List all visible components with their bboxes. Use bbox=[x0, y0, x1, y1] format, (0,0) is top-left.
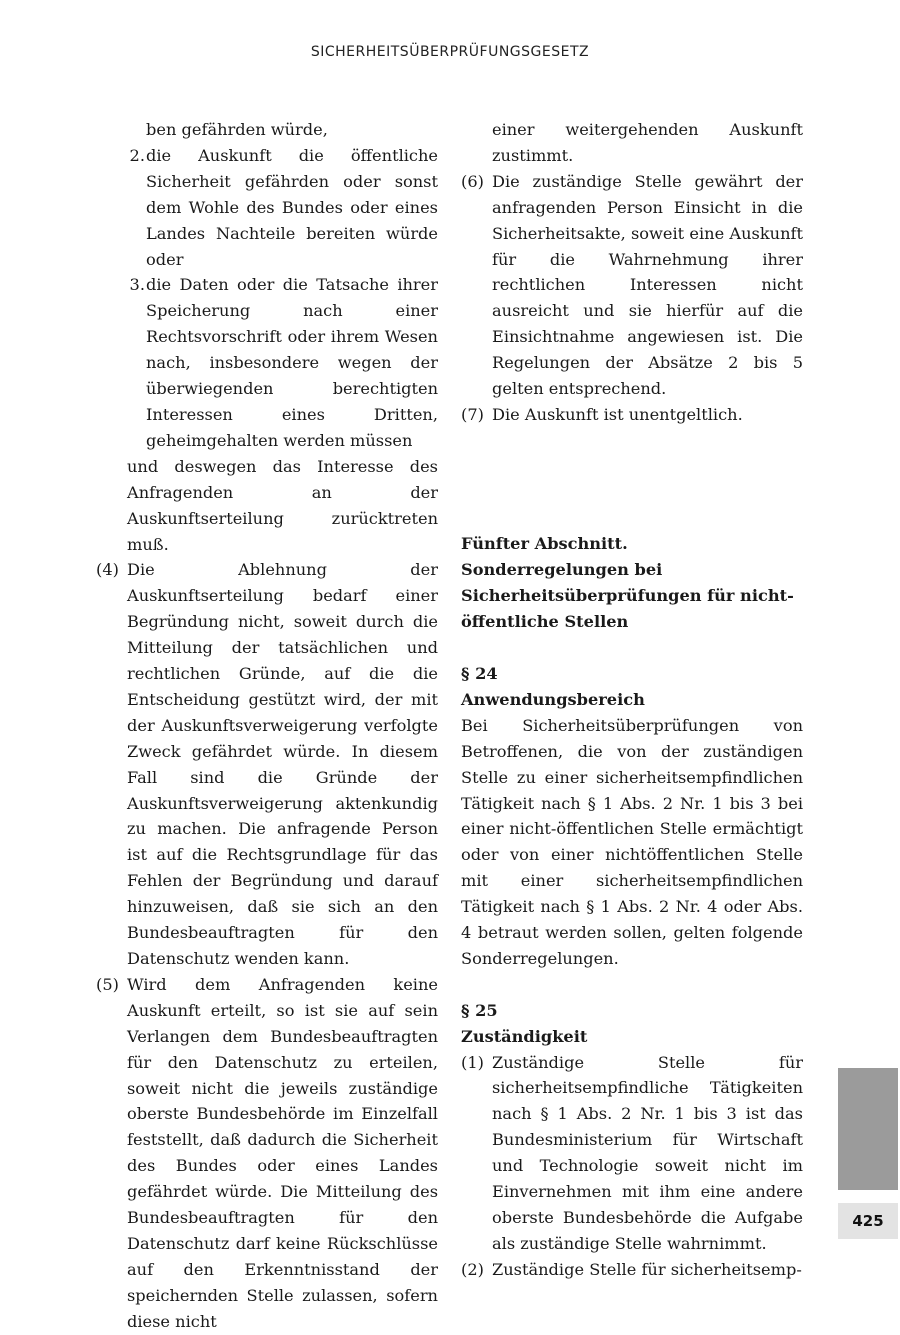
paragraph-4 bbox=[96, 557, 438, 972]
paragraph-7 bbox=[461, 402, 803, 428]
paragraph-text: Zuständige Stelle für sicherheitsemp- bbox=[492, 1259, 802, 1279]
section-25-paragraph-2 bbox=[461, 1257, 803, 1283]
paragraph-5-continuation: einer weitergehenden Auskunft zustimmt. bbox=[492, 120, 803, 165]
list-item bbox=[96, 143, 438, 273]
section-24-text: Bei Sicherheitsüberprüfungen von Betroffenen, die von der zuständigen Stelle zu einer sicherheitsempfindlichen Tätigkeit nach § 1 Abs. 2 Nr. 1 bis 3 bei einer nicht-öffentlichen Stelle ermächtigt oder von einer nichtöffentlichen Stelle mit einer sicherheitsempfindlichen Tätigkeit nach § 1 Abs. 2 Nr. 4 oder Abs. 4 betraut werden sollen, gelten folgende Sonderregelungen. bbox=[461, 715, 803, 968]
paragraph-text: Zuständige Stelle für sicherheitsempfindliche Tätigkeiten nach § 1 Abs. 2 Nr. 1 bis 3 ist das Bundesministerium für Wirtschaft und Technologie soweit nicht im Einvernehmen mit ihm eine andere oberste Bundesbehörde die Aufgabe als zuständige Stelle wahrnimmt. bbox=[492, 1052, 803, 1253]
list-item-1-continuation: ben gefährden würde, bbox=[146, 120, 328, 139]
list-item bbox=[96, 272, 438, 453]
section-subheading: Sonderregelungen bei Sicherheitsüberprüfungen für nicht-öffentliche Stellen bbox=[461, 560, 794, 632]
right-column bbox=[461, 117, 803, 1283]
paragraph-number: (7) bbox=[461, 404, 484, 424]
page-number: 425 bbox=[838, 1203, 898, 1239]
paragraph-number: (1) bbox=[461, 1052, 484, 1072]
paragraph-text: Wird dem Anfragenden keine Auskunft erteilt, so ist sie auf sein Verlangen dem Bundesbeauftragten für den Datenschutz zu erteilen, soweit nicht die jeweils zuständige oberste Bundesbehörde im Einzelfall feststellt, daß dadurch die Sicherheit des Bundes oder eines Landes gefährdet würde. Die Mitteilung des Bundesbeauftragten für den Datenschutz darf keine Rückschlüsse auf den Erkenntnisstand der speichernden Stelle zulassen, sofern diese nicht bbox=[127, 974, 438, 1331]
paragraph-number: (5) bbox=[96, 974, 119, 994]
paragraph-text: Die Auskunft ist unentgeltlich. bbox=[492, 404, 743, 424]
section-24-number: § 24 bbox=[461, 663, 498, 683]
section-heading: Fünfter Abschnitt. bbox=[461, 534, 628, 554]
paragraph-text: Die zuständige Stelle gewährt der anfragenden Person Einsicht in die Sicherheitsakte, soweit eine Auskunft für die Wahrnehmung ihrer rechtlichen Interessen nicht ausreicht und sie hierfür auf die Einsichtnahme angewiesen ist. Die Regelungen der Absätze 2 bis 5 gelten entsprechend. bbox=[492, 171, 803, 399]
chapter-tab bbox=[838, 1068, 898, 1190]
list-text: die Auskunft die öffentliche Sicherheit gefährden oder sonst dem Wohle des Bundes oder eines Landes Nachteile bereiten würde oder bbox=[146, 145, 438, 269]
list-number: 3. bbox=[129, 275, 145, 295]
paragraph-6 bbox=[461, 169, 803, 402]
section-25-number: § 25 bbox=[461, 1000, 498, 1020]
list-text: die Daten oder die Tatsache ihrer Speicherung nach einer Rechtsvorschrift oder ihrem Wesen nach, insbesondere wegen der überwiegenden berechtigten Interessen eines Dritten, geheimgehalten werden müssen bbox=[146, 275, 438, 450]
paragraph-number: (6) bbox=[461, 171, 484, 191]
list-number: 2. bbox=[129, 145, 145, 165]
section-25-title: Zuständigkeit bbox=[461, 1026, 588, 1046]
section-24-title: Anwendungsbereich bbox=[461, 689, 645, 709]
paragraph-text: Die Ablehnung der Auskunftserteilung bedarf einer Begründung nicht, soweit durch die Mitteilung der tatsächlichen und rechtlichen Gründe, auf die die Entscheidung gestützt wird, der mit der Auskunftsverweigerung verfolgte Zweck gefährdet würde. In diesem Fall sind die Gründe der Auskunftsverweigerung aktenkundig zu machen. Die anfragende Person ist auf die Rechtsgrundlage für das Fehlen der Begründung und darauf hinzuweisen, daß sie sich an den Bundesbeauftragten für den Datenschutz wenden kann. bbox=[127, 560, 438, 968]
left-column bbox=[96, 117, 438, 1335]
running-header: SICHERHEITSÜBERPRÜFUNGSGESETZ bbox=[310, 44, 590, 60]
closing-sentence: und deswegen das Interesse des Anfragenden an der Auskunftserteilung zurücktreten muß. bbox=[127, 456, 438, 554]
section-25-paragraph-1 bbox=[461, 1050, 803, 1257]
paragraph-number: (4) bbox=[96, 560, 119, 580]
paragraph-5 bbox=[96, 972, 438, 1335]
paragraph-number: (2) bbox=[461, 1259, 484, 1279]
